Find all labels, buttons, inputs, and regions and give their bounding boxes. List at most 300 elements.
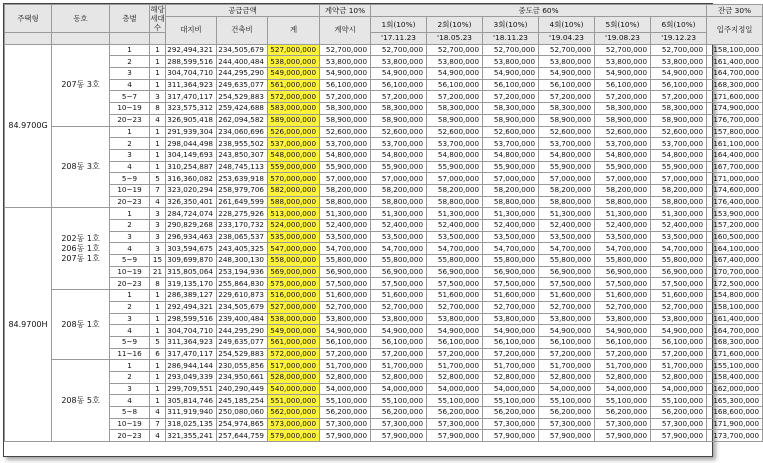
balance-cell: 167,700,000 [707,161,763,173]
contract-cell: 52,700,000 [320,301,371,313]
households-cell: 7 [150,418,166,430]
installment-6-cell: 57,200,000 [651,91,707,103]
contract-cell: 56,100,000 [320,79,371,91]
installment-6-cell: 53,700,000 [651,138,707,150]
installment-date: '18.05.23 [427,33,483,45]
land-price-cell: 303,594,675 [166,243,217,255]
floor-cell: 20~23 [110,196,150,208]
installment-2-cell: 54,900,000 [427,325,483,337]
balance-cell: 155,100,000 [707,360,763,372]
table-row [5,430,763,442]
total-price-cell: 561,000,000 [268,79,320,91]
floor-cell: 20~23 [110,278,150,290]
installment-label: 6회(10%) [651,17,707,33]
installment-2-cell: 51,300,000 [427,208,483,220]
installment-1-cell: 57,000,000 [371,173,427,185]
installment-1-cell: 54,000,000 [371,383,427,395]
contract-cell: 57,000,000 [320,173,371,185]
installment-5-cell: 57,500,000 [595,278,651,290]
installment-1-cell: 56,100,000 [371,336,427,348]
installment-3-cell: 57,000,000 [483,173,539,185]
table-row [5,161,763,173]
installment-3-cell: 52,700,000 [483,44,539,56]
construction-price-cell: 248,745,113 [217,161,268,173]
land-price-cell: 293,049,339 [166,371,217,383]
land-price-cell: 286,944,144 [166,360,217,372]
col-header-land: 대지비 [166,17,217,45]
installment-2-cell: 57,200,000 [427,348,483,360]
housing-type-cell: 84.9700H [5,208,52,442]
construction-price-cell: 244,295,290 [217,68,268,80]
construction-price-cell: 254,529,883 [217,348,268,360]
table-row [5,371,763,383]
total-price-cell: 516,000,000 [268,290,320,302]
installment-3-cell: 56,100,000 [483,79,539,91]
installment-6-cell: 56,200,000 [651,407,707,419]
floor-cell: 5~9 [110,173,150,185]
households-cell: 1 [150,383,166,395]
header-row-1 [5,5,763,17]
installment-4-cell: 54,700,000 [539,243,595,255]
building-unit-cell: 208동 5호 [52,360,110,442]
contract-cell: 58,200,000 [320,184,371,196]
total-price-cell: 547,000,000 [268,243,320,255]
col-header-type: 주택형 [5,5,52,33]
col-header-building: 동호 [52,5,110,33]
installment-5-cell: 52,700,000 [595,44,651,56]
floor-cell: 5~8 [110,407,150,419]
installment-3-cell: 54,800,000 [483,149,539,161]
table-row [5,114,763,126]
table-row [5,266,763,278]
installment-5-cell: 52,400,000 [595,220,651,232]
installment-4-cell: 52,400,000 [539,220,595,232]
installment-4-cell: 56,100,000 [539,79,595,91]
header-spacer [52,33,110,45]
installment-1-cell: 52,400,000 [371,220,427,232]
balance-cell: 167,400,000 [707,255,763,267]
installment-4-cell: 52,700,000 [539,44,595,56]
total-price-cell: 527,000,000 [268,44,320,56]
installment-4-cell: 52,600,000 [539,126,595,138]
installment-2-cell: 58,800,000 [427,196,483,208]
installment-3-cell: 52,700,000 [483,301,539,313]
households-cell: 1 [150,126,166,138]
installment-4-cell: 57,000,000 [539,173,595,185]
installment-3-cell: 57,300,000 [483,418,539,430]
contract-cell: 53,800,000 [320,56,371,68]
table-row [5,278,763,290]
installment-date: '19.04.23 [539,33,595,45]
installment-3-cell: 54,700,000 [483,243,539,255]
installment-3-cell: 58,800,000 [483,196,539,208]
floor-cell: 2 [110,138,150,150]
households-cell: 8 [150,103,166,115]
installment-5-cell: 56,200,000 [595,407,651,419]
construction-price-cell: 257,644,759 [217,430,268,442]
col-header-contract-when: 계약시 [320,17,371,45]
balance-cell: 162,000,000 [707,383,763,395]
installment-2-cell: 52,600,000 [427,126,483,138]
installment-1-cell: 58,800,000 [371,196,427,208]
col-header-contract: 계약금 10% [320,5,371,17]
installment-6-cell: 51,700,000 [651,360,707,372]
installment-6-cell: 56,100,000 [651,336,707,348]
households-cell: 1 [150,138,166,150]
installment-4-cell: 51,700,000 [539,360,595,372]
total-price-cell: 513,000,000 [268,208,320,220]
balance-cell: 174,900,000 [707,103,763,115]
installment-2-cell: 51,700,000 [427,360,483,372]
contract-cell: 51,300,000 [320,208,371,220]
land-price-cell: 323,575,312 [166,103,217,115]
balance-cell: 165,300,000 [707,395,763,407]
households-cell: 1 [150,161,166,173]
construction-price-cell: 234,505,679 [217,44,268,56]
table-row [5,336,763,348]
contract-cell: 54,800,000 [320,149,371,161]
households-cell: 6 [150,348,166,360]
households-cell: 1 [150,68,166,80]
floor-cell: 10~19 [110,266,150,278]
installment-5-cell: 54,900,000 [595,68,651,80]
households-cell: 1 [150,371,166,383]
balance-cell: 153,900,000 [707,208,763,220]
installment-6-cell: 52,600,000 [651,126,707,138]
contract-cell: 55,900,000 [320,161,371,173]
installment-6-cell: 51,600,000 [651,290,707,302]
installment-2-cell: 53,500,000 [427,231,483,243]
installment-5-cell: 51,300,000 [595,208,651,220]
households-cell: 4 [150,407,166,419]
households-cell: 8 [150,278,166,290]
installment-6-cell: 54,900,000 [651,325,707,337]
land-price-cell: 310,254,887 [166,161,217,173]
installment-5-cell: 54,700,000 [595,243,651,255]
installment-1-cell: 58,200,000 [371,184,427,196]
table-row [5,395,763,407]
installment-1-cell: 56,200,000 [371,407,427,419]
installment-3-cell: 57,200,000 [483,91,539,103]
installment-4-cell: 54,000,000 [539,383,595,395]
installment-4-cell: 55,800,000 [539,255,595,267]
total-price-cell: 540,000,000 [268,383,320,395]
contract-cell: 58,300,000 [320,103,371,115]
total-price-cell: 561,000,000 [268,336,320,348]
installment-2-cell: 57,900,000 [427,430,483,442]
installment-4-cell: 58,300,000 [539,103,595,115]
land-price-cell: 304,149,693 [166,149,217,161]
total-price-cell: 537,000,000 [268,138,320,150]
construction-price-cell: 229,610,873 [217,290,268,302]
land-price-cell: 321,355,241 [166,430,217,442]
installment-6-cell: 57,500,000 [651,278,707,290]
floor-cell: 5~7 [110,91,150,103]
contract-cell: 51,700,000 [320,360,371,372]
installment-1-cell: 57,300,000 [371,418,427,430]
installment-4-cell: 56,100,000 [539,336,595,348]
installment-1-cell: 53,700,000 [371,138,427,150]
table-row [5,255,763,267]
table-row [5,301,763,313]
contract-cell: 53,500,000 [320,231,371,243]
land-price-cell: 291,939,304 [166,126,217,138]
installment-5-cell: 51,700,000 [595,360,651,372]
installment-3-cell: 54,900,000 [483,68,539,80]
land-price-cell: 290,829,268 [166,220,217,232]
land-price-cell: 286,389,127 [166,290,217,302]
construction-price-cell: 259,424,688 [217,103,268,115]
floor-cell: 3 [110,68,150,80]
installment-3-cell: 53,800,000 [483,313,539,325]
land-price-cell: 311,919,940 [166,407,217,419]
installment-1-cell: 56,900,000 [371,266,427,278]
land-price-cell: 323,020,294 [166,184,217,196]
installment-3-cell: 58,900,000 [483,114,539,126]
construction-price-cell: 249,635,077 [217,79,268,91]
installment-6-cell: 52,400,000 [651,220,707,232]
total-price-cell: 526,000,000 [268,126,320,138]
installment-5-cell: 52,800,000 [595,371,651,383]
balance-cell: 176,400,000 [707,196,763,208]
floor-cell: 3 [110,149,150,161]
installment-2-cell: 57,500,000 [427,278,483,290]
contract-cell: 54,900,000 [320,325,371,337]
installment-1-cell: 57,200,000 [371,348,427,360]
installment-6-cell: 54,900,000 [651,68,707,80]
installment-4-cell: 55,100,000 [539,395,595,407]
land-price-cell: 317,470,117 [166,91,217,103]
installment-4-cell: 54,800,000 [539,149,595,161]
installment-2-cell: 56,200,000 [427,407,483,419]
contract-cell: 54,900,000 [320,68,371,80]
households-cell: 1 [150,301,166,313]
households-cell: 1 [150,56,166,68]
installment-5-cell: 56,100,000 [595,336,651,348]
col-header-total: 계 [268,17,320,45]
installment-2-cell: 58,900,000 [427,114,483,126]
land-price-cell: 292,494,321 [166,301,217,313]
installment-2-cell: 56,100,000 [427,79,483,91]
installment-3-cell: 51,300,000 [483,208,539,220]
installment-5-cell: 57,200,000 [595,91,651,103]
floor-cell: 5~9 [110,255,150,267]
construction-price-cell: 261,649,599 [217,196,268,208]
installment-2-cell: 57,000,000 [427,173,483,185]
table-row [5,138,763,150]
land-price-cell: 284,724,074 [166,208,217,220]
installment-1-cell: 51,300,000 [371,208,427,220]
installment-1-cell: 51,700,000 [371,360,427,372]
total-price-cell: 538,000,000 [268,56,320,68]
installment-2-cell: 58,300,000 [427,103,483,115]
construction-price-cell: 240,290,449 [217,383,268,395]
construction-price-cell: 243,850,307 [217,149,268,161]
installment-1-cell: 55,100,000 [371,395,427,407]
floor-cell: 5~9 [110,336,150,348]
installment-6-cell: 53,500,000 [651,231,707,243]
header-row-3 [5,33,763,45]
total-price-cell: 558,000,000 [268,255,320,267]
installment-3-cell: 57,200,000 [483,348,539,360]
installment-2-cell: 52,800,000 [427,371,483,383]
building-unit-cell [52,208,110,290]
installment-4-cell: 57,900,000 [539,430,595,442]
households-cell: 7 [150,184,166,196]
table-row [5,360,763,372]
installment-3-cell: 52,400,000 [483,220,539,232]
installment-5-cell: 58,800,000 [595,196,651,208]
construction-price-cell: 253,194,936 [217,266,268,278]
balance-cell: 171,000,000 [707,173,763,185]
balance-cell: 168,300,000 [707,79,763,91]
installment-1-cell: 53,500,000 [371,231,427,243]
floor-cell: 2 [110,301,150,313]
col-header-construction: 건축비 [217,17,268,45]
installment-3-cell: 52,600,000 [483,126,539,138]
land-price-cell: 316,360,082 [166,173,217,185]
installment-2-cell: 52,700,000 [427,44,483,56]
installment-5-cell: 57,200,000 [595,348,651,360]
contract-cell: 57,200,000 [320,91,371,103]
land-price-cell: 309,699,870 [166,255,217,267]
households-cell: 21 [150,266,166,278]
land-price-cell: 311,364,923 [166,79,217,91]
installment-6-cell: 54,800,000 [651,149,707,161]
installment-4-cell: 52,800,000 [539,371,595,383]
households-cell: 5 [150,173,166,185]
households-cell: 3 [150,91,166,103]
installment-date: '17.11.23 [371,33,427,45]
installment-3-cell: 53,700,000 [483,138,539,150]
installment-1-cell: 54,700,000 [371,243,427,255]
floor-cell: 4 [110,161,150,173]
installment-5-cell: 58,900,000 [595,114,651,126]
households-cell: 15 [150,255,166,267]
total-price-cell: 575,000,000 [268,278,320,290]
installment-6-cell: 56,100,000 [651,79,707,91]
households-cell: 4 [150,430,166,442]
balance-cell: 170,700,000 [707,266,763,278]
contract-cell: 57,900,000 [320,430,371,442]
land-price-cell: 304,704,710 [166,325,217,337]
installment-4-cell: 51,300,000 [539,208,595,220]
installment-1-cell: 58,900,000 [371,114,427,126]
table-row [5,44,763,56]
total-price-cell: 589,000,000 [268,114,320,126]
land-price-cell: 299,709,551 [166,383,217,395]
balance-cell: 161,100,000 [707,138,763,150]
contract-cell: 55,800,000 [320,255,371,267]
households-cell: 3 [150,243,166,255]
building-unit-line: 202동 1호 [61,233,100,243]
table-row [5,220,763,232]
installment-5-cell: 55,800,000 [595,255,651,267]
installment-label: 5회(10%) [595,17,651,33]
installment-5-cell: 57,000,000 [595,173,651,185]
installment-1-cell: 52,700,000 [371,301,427,313]
balance-cell: 157,800,000 [707,126,763,138]
households-cell: 1 [150,290,166,302]
installment-2-cell: 54,900,000 [427,68,483,80]
total-price-cell: 583,000,000 [268,103,320,115]
installment-1-cell: 54,800,000 [371,149,427,161]
floor-cell: 20~23 [110,430,150,442]
floor-cell: 3 [110,383,150,395]
building-unit-cell: 207동 3호 [52,44,110,126]
balance-cell: 161,400,000 [707,313,763,325]
land-price-cell: 298,599,516 [166,313,217,325]
installment-5-cell: 58,200,000 [595,184,651,196]
installment-3-cell: 56,200,000 [483,407,539,419]
construction-price-cell: 234,060,696 [217,126,268,138]
balance-cell: 171,900,000 [707,418,763,430]
installment-2-cell: 58,200,000 [427,184,483,196]
col-header-balance: 잔금 30% [707,5,763,17]
installment-4-cell: 56,200,000 [539,407,595,419]
installment-1-cell: 55,900,000 [371,161,427,173]
installment-1-cell: 53,800,000 [371,56,427,68]
table-row [5,208,763,220]
installment-6-cell: 51,300,000 [651,208,707,220]
land-price-cell: 315,805,064 [166,266,217,278]
contract-cell: 56,200,000 [320,407,371,419]
contract-cell: 58,900,000 [320,114,371,126]
contract-cell: 51,600,000 [320,290,371,302]
installment-5-cell: 52,700,000 [595,301,651,313]
land-price-cell: 318,025,135 [166,418,217,430]
table-row [5,56,763,68]
floor-cell: 1 [110,44,150,56]
contract-cell: 53,800,000 [320,313,371,325]
table-row [5,196,763,208]
balance-cell: 158,100,000 [707,44,763,56]
table-row [5,243,763,255]
installment-5-cell: 55,100,000 [595,395,651,407]
installment-4-cell: 58,900,000 [539,114,595,126]
construction-price-cell: 238,955,502 [217,138,268,150]
installment-3-cell: 52,800,000 [483,371,539,383]
floor-cell: 20~23 [110,114,150,126]
table-row [5,313,763,325]
installment-1-cell: 54,900,000 [371,68,427,80]
installment-2-cell: 57,300,000 [427,418,483,430]
installment-4-cell: 53,700,000 [539,138,595,150]
floor-cell: 10~19 [110,184,150,196]
land-price-cell: 288,599,516 [166,56,217,68]
installment-3-cell: 58,300,000 [483,103,539,115]
table-row [5,126,763,138]
households-cell: 4 [150,114,166,126]
construction-price-cell: 250,080,060 [217,407,268,419]
installment-2-cell: 57,200,000 [427,91,483,103]
land-price-cell: 305,814,746 [166,395,217,407]
installment-1-cell: 54,900,000 [371,325,427,337]
installment-2-cell: 54,800,000 [427,149,483,161]
construction-price-cell: 255,864,830 [217,278,268,290]
installment-label: 3회(10%) [483,17,539,33]
installment-2-cell: 52,400,000 [427,220,483,232]
installment-3-cell: 51,600,000 [483,290,539,302]
installment-3-cell: 54,000,000 [483,383,539,395]
contract-cell: 57,500,000 [320,278,371,290]
installment-6-cell: 53,800,000 [651,313,707,325]
installment-4-cell: 55,900,000 [539,161,595,173]
floor-cell: 1 [110,208,150,220]
contract-cell: 53,700,000 [320,138,371,150]
contract-cell: 52,400,000 [320,220,371,232]
installment-1-cell: 55,800,000 [371,255,427,267]
